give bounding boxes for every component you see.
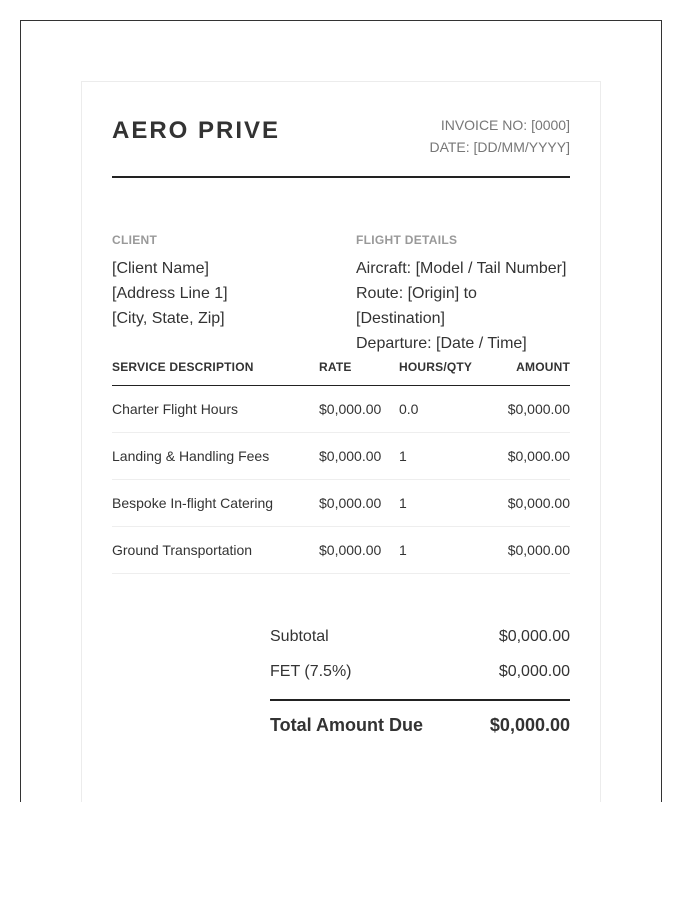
row-qty: 1: [399, 448, 407, 464]
row-description: Charter Flight Hours: [112, 401, 239, 417]
row-amount: $0,000.00: [507, 495, 570, 511]
total-value: $0,000.00: [489, 715, 570, 735]
flight-label: FLIGHT DETAILS: [356, 233, 458, 247]
row-rate: $0,000.00: [319, 448, 382, 464]
total-row: [270, 715, 570, 736]
table-row: [112, 433, 570, 480]
totals-divider: [270, 699, 570, 701]
info-section: [112, 178, 570, 352]
table-row: [112, 527, 570, 574]
invoice-content: [112, 100, 570, 736]
table-row: [112, 386, 570, 433]
row-description: Bespoke In-flight Catering: [112, 495, 274, 511]
totals-block: [270, 619, 570, 736]
flight-route: Route: [Origin] to [Destination]: [356, 285, 477, 327]
flight-block: [356, 233, 570, 356]
row-description: Ground Transportation: [112, 542, 253, 558]
invoice-meta: [429, 114, 570, 158]
tax-row: [270, 654, 570, 689]
subtotal-label: Subtotal: [270, 627, 329, 645]
row-amount: $0,000.00: [507, 542, 570, 558]
header-description: SERVICE DESCRIPTION: [112, 359, 254, 374]
row-rate: $0,000.00: [319, 401, 382, 417]
flight-departure: Departure: [Date / Time]: [356, 335, 527, 352]
client-block: [112, 233, 228, 331]
tax-value: $0,000.00: [498, 662, 570, 680]
row-amount: $0,000.00: [507, 401, 570, 417]
invoice-number: INVOICE NO: [0000]: [440, 117, 570, 133]
client-city: [City, State, Zip]: [112, 310, 225, 327]
total-label: Total Amount Due: [270, 715, 423, 735]
client-name: [Client Name]: [112, 260, 209, 277]
row-qty: 0.0: [399, 401, 419, 417]
subtotal-value: $0,000.00: [498, 627, 570, 645]
subtotal-row: [270, 619, 570, 654]
table-row: [112, 480, 570, 527]
flight-aircraft: Aircraft: [Model / Tail Number]: [356, 260, 567, 277]
row-qty: 1: [399, 542, 407, 558]
row-amount: $0,000.00: [507, 448, 570, 464]
row-rate: $0,000.00: [319, 542, 382, 558]
tax-label: FET (7.5%): [270, 662, 352, 680]
services-table: [112, 348, 570, 574]
invoice-header: [112, 100, 570, 178]
header-amount: AMOUNT: [516, 359, 570, 374]
row-description: Landing & Handling Fees: [112, 448, 270, 464]
client-label: CLIENT: [112, 233, 158, 247]
brand-title: AERO PRIVE: [112, 117, 281, 144]
header-qty: HOURS/QTY: [399, 359, 473, 374]
invoice-date: DATE: [DD/MM/YYYY]: [429, 139, 570, 155]
row-rate: $0,000.00: [319, 495, 382, 511]
row-qty: 1: [399, 495, 407, 511]
header-rate: RATE: [319, 359, 352, 374]
client-address: [Address Line 1]: [112, 285, 228, 302]
